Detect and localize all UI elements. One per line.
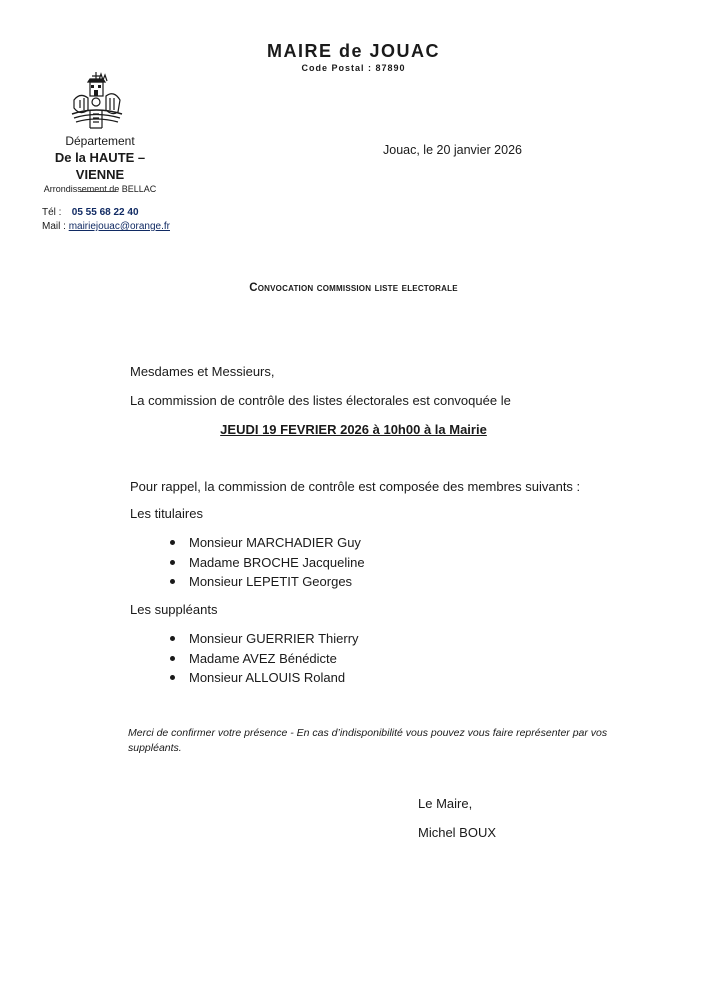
list-item: [170, 533, 365, 553]
greeting: Mesdames et Messieurs,: [130, 364, 275, 379]
suppleants-list: [170, 629, 359, 688]
bullet: [170, 540, 175, 545]
arrondissement: Arrondissement de BELLAC: [43, 184, 157, 194]
intro-text: La commission de contrôle des listes électorales est convoquée le: [130, 393, 511, 408]
member-name: Monsieur GUERRIER Thierry: [189, 631, 359, 646]
list-item: [170, 668, 359, 688]
phone-label: Tél :: [42, 207, 62, 218]
phone-line: [42, 206, 170, 220]
list-item: [170, 649, 359, 669]
member-name: Monsieur ALLOUIS Roland: [189, 670, 346, 685]
signature-role: Le Maire,: [418, 796, 473, 811]
bullet: [170, 560, 175, 565]
confirmation-note: Merci de confirmer votre présence - En cas d’indisponibilité vous pouvez vous faire représenter par vos suppléants.: [128, 727, 608, 754]
mayor-title: MAIRE de JOUAC: [266, 41, 440, 61]
department-name: De la HAUTE – VIENNE: [54, 150, 146, 182]
signature-name: Michel BOUX: [418, 825, 497, 840]
phone-number: 05 55 68 22 40: [71, 207, 139, 218]
letter-subject: Convocation commission liste electorale: [249, 282, 458, 294]
bullet: [170, 656, 175, 661]
contact-block: [42, 206, 170, 234]
member-name: Madame AVEZ Bénédicte: [189, 650, 337, 666]
letter-date: Jouac, le 20 janvier 2026: [383, 143, 522, 157]
list-item: [170, 572, 365, 592]
town-crest-icon: [66, 70, 126, 132]
bullet: [170, 636, 175, 641]
titulaires-list: [170, 533, 365, 592]
reminder-text: Pour rappel, la commission de contrôle est composée des membres suivants :: [130, 479, 581, 494]
mail-line: [42, 220, 170, 234]
suppleants-heading: Les suppléants: [130, 602, 218, 617]
department-label: Département: [65, 134, 135, 148]
divider: [80, 191, 116, 192]
bullet: [170, 579, 175, 584]
list-item: [170, 629, 359, 649]
department-block: [30, 133, 170, 196]
postal-code: Code Postal : 87890: [301, 63, 406, 73]
meeting-date: JEUDI 19 FEVRIER 2026 à 10h00 à la Mairie: [220, 422, 487, 437]
mail-link[interactable]: mairiejouac@orange.fr: [68, 221, 170, 232]
titulaires-heading: Les titulaires: [130, 506, 203, 521]
member-name: Madame BROCHE Jacqueline: [189, 554, 365, 570]
member-name: Monsieur LEPETIT Georges: [189, 574, 353, 589]
member-name: Monsieur MARCHADIER Guy: [189, 535, 361, 550]
bullet: [170, 675, 175, 680]
mail-label: Mail :: [42, 221, 66, 232]
list-item: [170, 553, 365, 573]
